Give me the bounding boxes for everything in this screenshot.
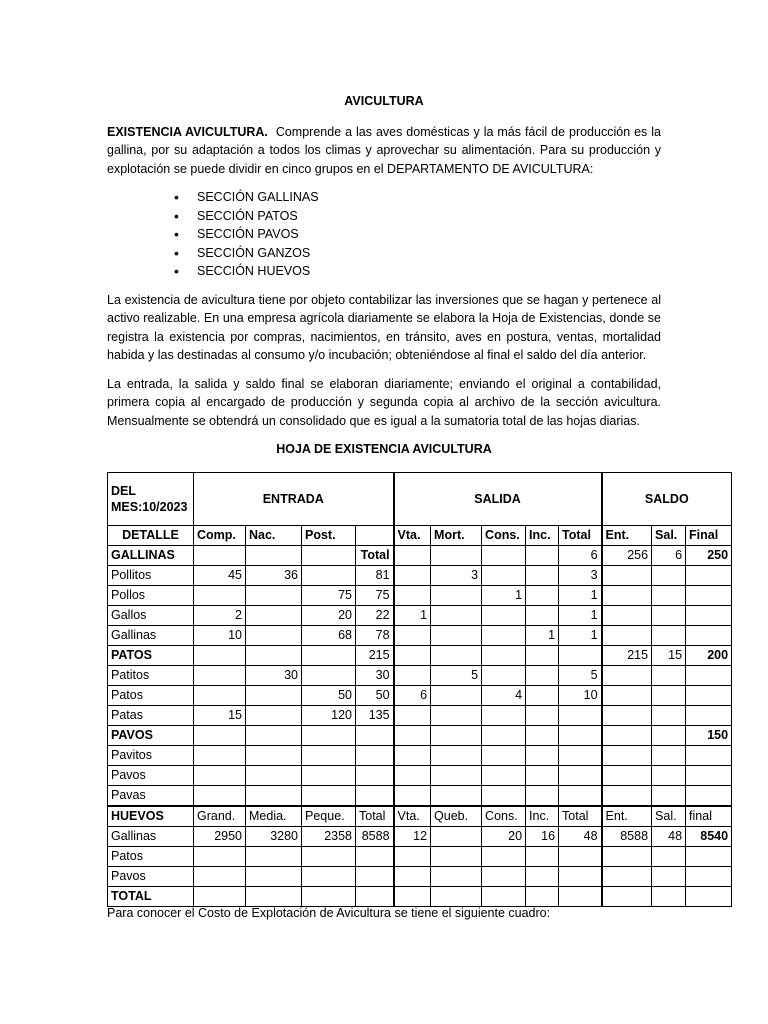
table-cell bbox=[431, 606, 482, 626]
column-header: Post. bbox=[302, 526, 356, 546]
table-cell bbox=[194, 867, 246, 887]
table-cell bbox=[482, 706, 526, 726]
table-cell bbox=[302, 646, 356, 666]
column-header: Nac. bbox=[246, 526, 302, 546]
row-label: Patos bbox=[108, 847, 194, 867]
table-cell bbox=[686, 626, 732, 646]
table-cell bbox=[652, 766, 686, 786]
table-cell: 8588 bbox=[602, 827, 652, 847]
table-cell bbox=[431, 827, 482, 847]
table-cell bbox=[482, 606, 526, 626]
table-cell: 20 bbox=[482, 827, 526, 847]
table-cell bbox=[526, 586, 559, 606]
table-cell bbox=[356, 746, 394, 766]
group-header-row bbox=[108, 473, 732, 526]
table-cell bbox=[602, 706, 652, 726]
table-cell: 50 bbox=[302, 686, 356, 706]
table-cell bbox=[394, 586, 431, 606]
table-cell bbox=[302, 546, 356, 566]
table-cell bbox=[482, 546, 526, 566]
table-cell bbox=[302, 666, 356, 686]
table-cell bbox=[526, 867, 559, 887]
table-cell: Grand. bbox=[194, 806, 246, 827]
table-cell bbox=[431, 726, 482, 746]
table-row bbox=[108, 766, 732, 786]
table-cell bbox=[246, 606, 302, 626]
table-cell: 200 bbox=[686, 646, 732, 666]
table-cell: 250 bbox=[686, 546, 732, 566]
table-cell bbox=[246, 706, 302, 726]
table-cell bbox=[246, 746, 302, 766]
table-cell bbox=[246, 626, 302, 646]
table-cell bbox=[246, 586, 302, 606]
table-cell bbox=[194, 786, 246, 807]
column-header: DETALLE bbox=[108, 526, 194, 546]
table-cell: 6 bbox=[559, 546, 602, 566]
table-cell bbox=[602, 847, 652, 867]
table-cell: 3 bbox=[559, 566, 602, 586]
table-cell: 3 bbox=[431, 566, 482, 586]
table-cell bbox=[686, 566, 732, 586]
table-cell bbox=[652, 726, 686, 746]
row-label: Patos bbox=[108, 686, 194, 706]
table-cell bbox=[431, 706, 482, 726]
table-cell bbox=[686, 786, 732, 807]
table-cell bbox=[686, 867, 732, 887]
table-row bbox=[108, 586, 732, 606]
table-cell: Ent. bbox=[602, 806, 652, 827]
table-cell bbox=[602, 867, 652, 887]
intro-paragraph bbox=[107, 123, 661, 179]
table-cell: 50 bbox=[356, 686, 394, 706]
table-cell: 2 bbox=[194, 606, 246, 626]
table-cell bbox=[194, 586, 246, 606]
table-cell: 75 bbox=[302, 586, 356, 606]
table-cell bbox=[526, 666, 559, 686]
table-cell bbox=[686, 887, 732, 907]
table-cell: Total bbox=[356, 806, 394, 827]
table-cell bbox=[431, 686, 482, 706]
row-label: Patitos bbox=[108, 666, 194, 686]
table-cell bbox=[602, 586, 652, 606]
table-cell bbox=[652, 626, 686, 646]
table-row bbox=[108, 827, 732, 847]
row-label: Patas bbox=[108, 706, 194, 726]
table-cell bbox=[602, 666, 652, 686]
column-header: Ent. bbox=[602, 526, 652, 546]
table-cell bbox=[602, 726, 652, 746]
table-row bbox=[108, 786, 732, 807]
table-cell bbox=[194, 746, 246, 766]
table-cell: 15 bbox=[194, 706, 246, 726]
table-cell: 6 bbox=[652, 546, 686, 566]
table-cell: 45 bbox=[194, 566, 246, 586]
table-cell: 8540 bbox=[686, 827, 732, 847]
table-row bbox=[108, 746, 732, 766]
table-cell bbox=[194, 666, 246, 686]
table-cell bbox=[431, 766, 482, 786]
column-header: Cons. bbox=[482, 526, 526, 546]
table-cell bbox=[394, 766, 431, 786]
row-label: Pavos bbox=[108, 766, 194, 786]
table-cell bbox=[652, 887, 686, 907]
table-cell: 5 bbox=[559, 666, 602, 686]
table-cell: 2358 bbox=[302, 827, 356, 847]
table-cell bbox=[302, 566, 356, 586]
table-cell bbox=[356, 766, 394, 786]
table-cell: 135 bbox=[356, 706, 394, 726]
table-cell: 1 bbox=[559, 626, 602, 646]
intro-text: Comprende a las aves domésticas y la más fácil de producción es la gallina, por su adaptación a todos los climas y aprovechar su alimentación. Para su producción y explotación se puede dividir en cinco grupos en el DEPARTAMENTO DE AVICULTURA: bbox=[107, 124, 661, 176]
table-cell bbox=[394, 706, 431, 726]
table-cell bbox=[559, 887, 602, 907]
table-cell bbox=[602, 626, 652, 646]
table-cell: Cons. bbox=[482, 806, 526, 827]
table-cell: 1 bbox=[482, 586, 526, 606]
table-row bbox=[108, 806, 732, 827]
column-header: Vta. bbox=[394, 526, 431, 546]
table-cell: 48 bbox=[559, 827, 602, 847]
paragraph-3: La entrada, la salida y saldo final se elaboran diariamente; enviando el original a contabilidad, primera copia al encargado de producción y segunda copia al archivo de la sección avicultura. Mensualmente se obtendrá un consolidado que es igual a la sumatoria total de las hojas diarias. bbox=[107, 376, 661, 428]
table-cell bbox=[686, 847, 732, 867]
existencia-table bbox=[107, 472, 732, 907]
row-label: Pollitos bbox=[108, 566, 194, 586]
table-cell: 256 bbox=[602, 546, 652, 566]
column-header: Total bbox=[559, 526, 602, 546]
table-cell bbox=[526, 566, 559, 586]
table-cell: 215 bbox=[356, 646, 394, 666]
table-cell bbox=[686, 586, 732, 606]
table-cell bbox=[686, 666, 732, 686]
table-cell: 22 bbox=[356, 606, 394, 626]
table-cell: 10 bbox=[559, 686, 602, 706]
table-cell bbox=[482, 666, 526, 686]
table-cell bbox=[356, 867, 394, 887]
table-cell: 8588 bbox=[356, 827, 394, 847]
table-cell: 16 bbox=[526, 827, 559, 847]
table-cell bbox=[482, 646, 526, 666]
list-item: • SECCIÓN GALLINAS bbox=[197, 188, 661, 207]
table-row bbox=[108, 606, 732, 626]
table-cell: 75 bbox=[356, 586, 394, 606]
table-cell bbox=[431, 546, 482, 566]
column-header: Final bbox=[686, 526, 732, 546]
table-cell bbox=[394, 626, 431, 646]
column-header: Inc. bbox=[526, 526, 559, 546]
table-cell bbox=[431, 626, 482, 646]
table-cell bbox=[559, 867, 602, 887]
table-cell: 30 bbox=[246, 666, 302, 686]
table-cell bbox=[302, 786, 356, 807]
row-label: Pollos bbox=[108, 586, 194, 606]
table-cell bbox=[602, 766, 652, 786]
table-row bbox=[108, 706, 732, 726]
table-cell bbox=[431, 867, 482, 887]
intro-lead: EXISTENCIA AVICULTURA. bbox=[107, 124, 268, 139]
table-cell bbox=[482, 766, 526, 786]
table-cell: 1 bbox=[559, 606, 602, 626]
table-cell bbox=[246, 646, 302, 666]
table-cell: 15 bbox=[652, 646, 686, 666]
table-cell bbox=[431, 786, 482, 807]
row-label: PATOS bbox=[108, 646, 194, 666]
table-cell bbox=[394, 726, 431, 746]
table-cell bbox=[686, 746, 732, 766]
table-cell bbox=[302, 746, 356, 766]
entrada-header: ENTRADA bbox=[194, 473, 394, 526]
table-cell bbox=[526, 786, 559, 807]
document-title: AVICULTURA bbox=[344, 94, 424, 108]
table-cell: 4 bbox=[482, 686, 526, 706]
table-cell: 1 bbox=[526, 626, 559, 646]
row-label: PAVOS bbox=[108, 726, 194, 746]
table-cell: 150 bbox=[686, 726, 732, 746]
column-header: Comp. bbox=[194, 526, 246, 546]
table-cell: final bbox=[686, 806, 732, 827]
table-cell bbox=[482, 746, 526, 766]
table-cell bbox=[431, 586, 482, 606]
table-cell: 5 bbox=[431, 666, 482, 686]
table-cell: Vta. bbox=[394, 806, 431, 827]
table-cell bbox=[602, 686, 652, 706]
table-cell bbox=[686, 706, 732, 726]
document-body bbox=[107, 92, 661, 467]
table-cell: 3280 bbox=[246, 827, 302, 847]
table-cell: Queb. bbox=[431, 806, 482, 827]
table-cell: 30 bbox=[356, 666, 394, 686]
row-label: Pavos bbox=[108, 867, 194, 887]
table-cell bbox=[652, 706, 686, 726]
table-cell bbox=[559, 766, 602, 786]
table-cell bbox=[526, 766, 559, 786]
table-cell bbox=[686, 606, 732, 626]
table-cell bbox=[559, 706, 602, 726]
table-cell: 20 bbox=[302, 606, 356, 626]
table-cell: 6 bbox=[394, 686, 431, 706]
table-cell: 78 bbox=[356, 626, 394, 646]
table-cell bbox=[394, 546, 431, 566]
table-cell: Media. bbox=[246, 806, 302, 827]
table-cell: 48 bbox=[652, 827, 686, 847]
column-header bbox=[356, 526, 394, 546]
table-cell bbox=[431, 646, 482, 666]
table-cell bbox=[482, 847, 526, 867]
table-cell: Inc. bbox=[526, 806, 559, 827]
table-row bbox=[108, 847, 732, 867]
table-cell bbox=[302, 766, 356, 786]
table-cell bbox=[246, 847, 302, 867]
column-header: Mort. bbox=[431, 526, 482, 546]
column-header-row bbox=[108, 526, 732, 546]
table-cell bbox=[246, 686, 302, 706]
table-cell bbox=[559, 646, 602, 666]
table-cell bbox=[652, 746, 686, 766]
table-row bbox=[108, 546, 732, 566]
table-cell: Total bbox=[356, 546, 394, 566]
table-cell bbox=[356, 786, 394, 807]
table-cell: 1 bbox=[559, 586, 602, 606]
table-cell bbox=[394, 746, 431, 766]
table-cell bbox=[194, 646, 246, 666]
table-row bbox=[108, 726, 732, 746]
table-cell bbox=[652, 867, 686, 887]
table-cell bbox=[602, 887, 652, 907]
list-item: • SECCIÓN HUEVOS bbox=[197, 262, 661, 281]
list-item: • SECCIÓN GANZOS bbox=[197, 244, 661, 263]
table-cell bbox=[246, 726, 302, 746]
table-cell bbox=[559, 786, 602, 807]
list-item: • SECCIÓN PAVOS bbox=[197, 225, 661, 244]
table-cell: Total bbox=[559, 806, 602, 827]
row-label: Gallinas bbox=[108, 626, 194, 646]
table-cell bbox=[602, 566, 652, 586]
table-cell bbox=[431, 847, 482, 867]
table-cell bbox=[652, 847, 686, 867]
table-cell bbox=[394, 786, 431, 807]
table-cell bbox=[526, 646, 559, 666]
table-cell bbox=[482, 867, 526, 887]
table-cell bbox=[559, 847, 602, 867]
table-cell bbox=[526, 546, 559, 566]
table-cell bbox=[302, 726, 356, 746]
table-cell: 68 bbox=[302, 626, 356, 646]
table-cell bbox=[482, 726, 526, 746]
table-cell bbox=[194, 726, 246, 746]
table-cell bbox=[194, 847, 246, 867]
table-cell: 2950 bbox=[194, 827, 246, 847]
table-cell bbox=[356, 847, 394, 867]
table-cell bbox=[526, 726, 559, 746]
table-cell bbox=[246, 766, 302, 786]
table-cell bbox=[194, 546, 246, 566]
period-cell: DEL MES:10/2023 bbox=[108, 473, 194, 526]
table-cell bbox=[482, 566, 526, 586]
table-row bbox=[108, 666, 732, 686]
row-label: Pavitos bbox=[108, 746, 194, 766]
row-label: Pavas bbox=[108, 786, 194, 807]
table-cell bbox=[394, 867, 431, 887]
sections-list bbox=[107, 188, 661, 281]
table-cell bbox=[686, 686, 732, 706]
table-cell bbox=[652, 606, 686, 626]
row-label: GALLINAS bbox=[108, 546, 194, 566]
table-row bbox=[108, 686, 732, 706]
table-cell bbox=[246, 546, 302, 566]
table-cell bbox=[356, 726, 394, 746]
table-cell bbox=[431, 746, 482, 766]
table-row bbox=[108, 626, 732, 646]
table-cell bbox=[559, 726, 602, 746]
table-cell: 81 bbox=[356, 566, 394, 586]
table-cell bbox=[394, 666, 431, 686]
table-row bbox=[108, 646, 732, 666]
row-label: Gallinas bbox=[108, 827, 194, 847]
table-cell: 120 bbox=[302, 706, 356, 726]
table-cell: Sal. bbox=[652, 806, 686, 827]
table-cell bbox=[246, 867, 302, 887]
salida-header: SALIDA bbox=[394, 473, 602, 526]
table-cell bbox=[194, 766, 246, 786]
table-cell bbox=[602, 746, 652, 766]
table-cell bbox=[526, 606, 559, 626]
table-cell bbox=[526, 847, 559, 867]
table-cell: 215 bbox=[602, 646, 652, 666]
table-row bbox=[108, 867, 732, 887]
saldo-header: SALDO bbox=[602, 473, 732, 526]
table-cell bbox=[526, 686, 559, 706]
table-cell bbox=[394, 847, 431, 867]
table-cell bbox=[559, 746, 602, 766]
table-cell bbox=[526, 746, 559, 766]
list-item: • SECCIÓN PATOS bbox=[197, 207, 661, 226]
table-cell bbox=[482, 786, 526, 807]
paragraph-2: La existencia de avicultura tiene por objeto contabilizar las inversiones que se hagan y pertenece al activo realizable. En una empresa agrícola diariamente se elabora la Hoja de Existencias, donde se registra la existencia por compras, nacimientos, en tránsito, aves en postura, ventas, mortalidad habida y las destinadas al consumo y/o incubación; obteniéndose al final el saldo del día anterior. bbox=[107, 292, 661, 363]
table-cell: Peque. bbox=[302, 806, 356, 827]
footer-text: Para conocer el Costo de Explotación de Avicultura se tiene el siguiente cuadro: bbox=[107, 906, 551, 920]
table-cell bbox=[652, 786, 686, 807]
table-cell bbox=[394, 646, 431, 666]
table-cell: 1 bbox=[394, 606, 431, 626]
table-cell bbox=[602, 606, 652, 626]
table-cell bbox=[652, 586, 686, 606]
table-cell bbox=[302, 867, 356, 887]
row-label: Gallos bbox=[108, 606, 194, 626]
table-cell bbox=[652, 566, 686, 586]
table-cell bbox=[246, 786, 302, 807]
table-cell bbox=[526, 706, 559, 726]
row-label: HUEVOS bbox=[108, 806, 194, 827]
table-cell bbox=[194, 686, 246, 706]
row-label: TOTAL bbox=[108, 887, 194, 907]
table-cell bbox=[394, 566, 431, 586]
table-cell bbox=[302, 847, 356, 867]
table-cell bbox=[686, 766, 732, 786]
table-cell: 36 bbox=[246, 566, 302, 586]
column-header: Sal. bbox=[652, 526, 686, 546]
table-cell: 10 bbox=[194, 626, 246, 646]
table-cell bbox=[652, 666, 686, 686]
table-row bbox=[108, 566, 732, 586]
table-cell bbox=[602, 786, 652, 807]
table-cell bbox=[482, 626, 526, 646]
table-title: HOJA DE EXISTENCIA AVICULTURA bbox=[276, 442, 492, 457]
table-cell: 12 bbox=[394, 827, 431, 847]
table-cell bbox=[652, 686, 686, 706]
